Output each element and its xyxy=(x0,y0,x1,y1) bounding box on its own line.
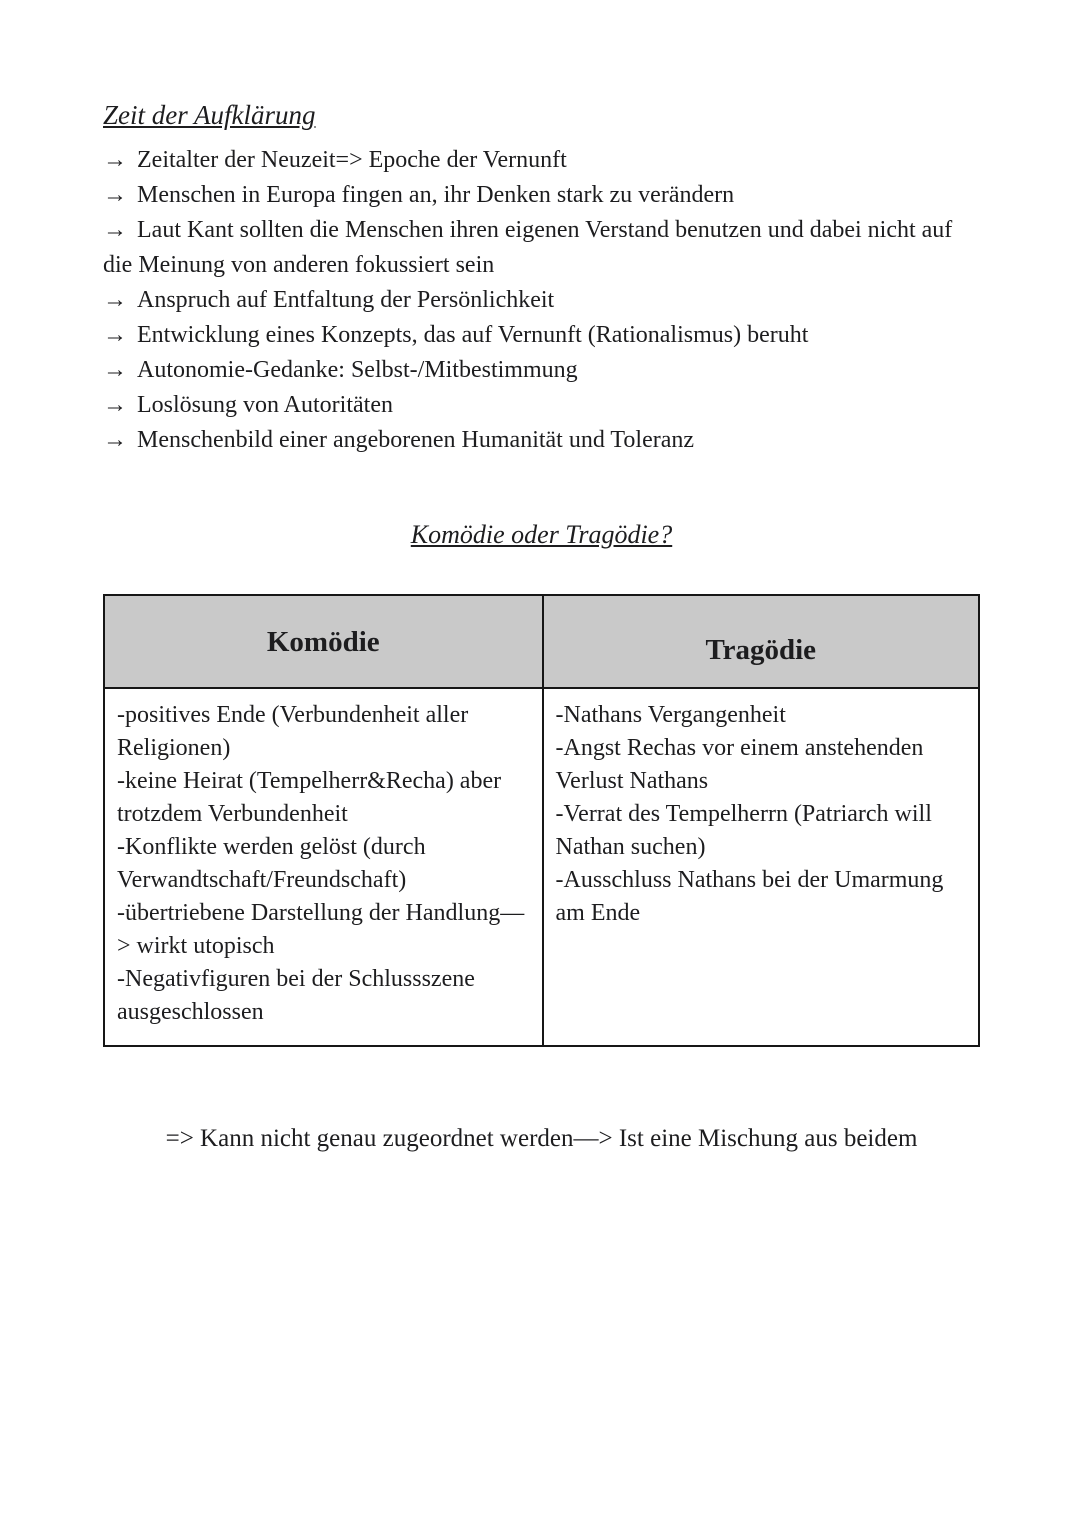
table-line: -positives Ende (Verbundenheit aller Religionen) xyxy=(117,702,469,761)
table-line: -Nathans Vergangenheit xyxy=(555,702,786,728)
bullet-text: Laut Kant sollten die Menschen ihren eigenen Verstand benutzen und dabei nicht auf die Meinung von anderen fokussiert sein xyxy=(103,217,953,278)
bullet-item xyxy=(103,388,980,423)
bullet-item xyxy=(103,213,980,283)
bullet-text: Loslösung von Autoritäten xyxy=(137,392,393,418)
arrow-icon: → xyxy=(103,322,127,348)
bullet-text: Anspruch auf Entfaltung der Persönlichkeit xyxy=(137,287,555,313)
table-line: -keine Heirat (Tempelherr&Recha) aber trotzdem Verbundenheit xyxy=(117,768,502,827)
bullet-text: Autonomie-Gedanke: Selbst-/Mitbestimmung xyxy=(137,357,578,383)
conclusion-text: => Kann nicht genau zugeordnet werden—> Ist eine Mischung aus beidem xyxy=(165,1125,918,1152)
bullet-item xyxy=(103,143,980,178)
arrow-icon: → xyxy=(103,147,127,173)
arrow-icon: → xyxy=(103,392,127,418)
comparison-table xyxy=(103,594,980,1047)
table-cell-komoedie xyxy=(105,689,542,1045)
table-body-row xyxy=(105,689,978,1045)
bullet-item xyxy=(103,353,980,388)
arrow-icon: → xyxy=(103,357,127,383)
table-line: -Ausschluss Nathans bei der Umarmung am Ende xyxy=(555,867,944,926)
arrow-icon: → xyxy=(103,217,127,243)
bullet-text: Menschenbild einer angeborenen Humanität und Toleranz xyxy=(137,427,695,453)
table-cell-tragoedie xyxy=(542,689,979,1045)
table-line: -Negativfiguren bei der Schlussszene ausgeschlossen xyxy=(117,966,475,1025)
bullet-list xyxy=(103,143,980,458)
bullet-item xyxy=(103,423,980,458)
section-heading-komoedie-tragoedie: Komödie oder Tragödie? xyxy=(410,520,673,549)
table-header-tragoedie: Tragödie xyxy=(542,596,979,687)
bullet-text: Entwicklung eines Konzepts, das auf Vernunft (Rationalismus) beruht xyxy=(137,322,809,348)
bullet-item xyxy=(103,178,980,213)
bullet-text: Zeitalter der Neuzeit=> Epoche der Vernunft xyxy=(137,147,567,173)
arrow-icon: → xyxy=(103,427,127,453)
arrow-icon: → xyxy=(103,287,127,313)
table-line: -Verrat des Tempelherrn (Patriarch will Nathan suchen) xyxy=(555,801,932,860)
bullet-item xyxy=(103,283,980,318)
bullet-item xyxy=(103,318,980,353)
bullet-text: Menschen in Europa fingen an, ihr Denken stark zu verändern xyxy=(137,182,735,208)
table-header-komoedie: Komödie xyxy=(266,626,380,658)
table-line: -übertriebene Darstellung der Handlung—> wirkt utopisch xyxy=(117,900,525,959)
table-header-row xyxy=(105,596,978,689)
arrow-icon: → xyxy=(103,182,127,208)
table-line: -Konflikte werden gelöst (durch Verwandtschaft/Freundschaft) xyxy=(117,834,426,893)
table-line: -Angst Rechas vor einem anstehenden Verlust Nathans xyxy=(555,735,924,794)
section-title-aufklaerung: Zeit der Aufklärung xyxy=(103,100,316,130)
